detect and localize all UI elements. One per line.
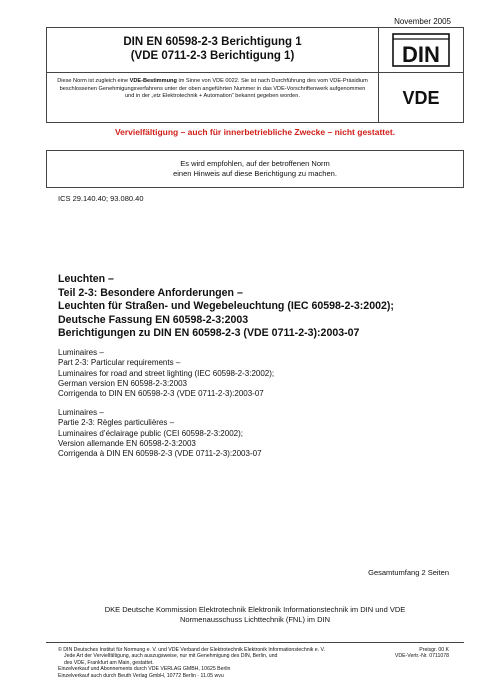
english-title <box>58 348 468 399</box>
vde-note-bold: VDE-Bestimmung <box>129 78 177 84</box>
copyright-line: Einzelverkauf auch durch Beuth Verlag GmbH, 10772 Berlin · 11.05 wvu <box>58 672 224 679</box>
german-title-line: Leuchten – <box>58 273 114 285</box>
price-group: Preisgr. 00 K <box>419 647 449 653</box>
french-title <box>58 408 468 459</box>
vde-note <box>47 73 379 122</box>
din-logo <box>379 28 463 73</box>
copy-warning: Vervielfältigung – auch für innerbetriebliche Zwecke – nicht gestattet. <box>114 127 396 137</box>
english-title-line: Corrigenda to DIN EN 60598-2-3 (VDE 0711-2-3):2003-07 <box>58 389 264 399</box>
committee-line-2: Normenausschuss Lichttechnik (FNL) im DIN <box>179 615 331 624</box>
vde-logo <box>379 73 463 122</box>
french-title-line: Luminaires – <box>58 408 104 417</box>
german-title-line: Teil 2-3: Besondere Anforderungen – <box>58 286 243 299</box>
hint-line-2: einen Hinweis auf diese Berichtigung zu machen. <box>173 169 337 178</box>
german-title <box>58 273 468 341</box>
hint-line-1: Es wird empfohlen, auf der betroffenen Norm <box>180 159 330 168</box>
copyright-line: Jede Art der Vervielfältigung, auch auszugsweise, nur mit Genehmigung des DIN, Berlin, und <box>64 653 278 660</box>
vde-note-text-2: im Sinne von VDE 0022. Sie ist nach Durchführung des vom VDE-Präsidium beschlossenen Genehmigungsverfahrens unter der oben angeführten Nummer in das VDE-Vorschriftenwerk aufgenommen und in der „etz Elektrotechnik + Automation“ bekannt gegeben worden. <box>59 78 368 100</box>
document-number <box>47 28 379 73</box>
footer-divider <box>46 642 464 643</box>
french-title-line: Corrigenda à DIN EN 60598-2-3 (VDE 0711-2-3):2003-07 <box>58 449 262 459</box>
french-title-line: Partie 2-3: Règles particulières – <box>58 418 175 428</box>
price-info <box>359 647 449 660</box>
din-logo-text: DIN <box>402 42 440 67</box>
issue-date: November 2005 <box>394 17 451 26</box>
french-title-line: Version allemande EN 60598-2-3:2003 <box>58 438 196 448</box>
vde-logo-text: VDE <box>402 88 440 107</box>
english-title-line: Luminaires for road and street lighting (IEC 60598-2-3:2002); <box>58 368 275 378</box>
hint-box <box>46 150 464 188</box>
header-table <box>46 27 464 123</box>
din-logo-icon <box>392 33 450 67</box>
copyright-line: © DIN Deutsches Institut für Normung e. V. und VDE Verband der Elektrotechnik Elektronik Informationstechnik e. V. <box>58 647 325 653</box>
french-title-line: Luminaires d’éclairage public (CEI 60598-2-3:2002); <box>58 428 243 438</box>
copyright-notice <box>58 647 388 679</box>
page-count: Gesamtumfang 2 Seiten <box>368 568 449 577</box>
vde-logo-icon <box>392 89 450 107</box>
copyright-line: des VDE, Frankfurt am Main, gestattet. <box>64 659 154 666</box>
vde-sales-number: VDE-Vertr.-Nr. 0711078 <box>394 653 449 660</box>
ics-codes: ICS 29.140.40; 93.080.40 <box>58 194 144 203</box>
english-title-line: German version EN 60598-2-3:2003 <box>58 378 187 388</box>
vde-note-text-1: Diese Norm ist zugleich eine <box>57 78 130 84</box>
english-title-line: Luminaires – <box>58 348 104 357</box>
committee-line-1: DKE Deutsche Kommission Elektrotechnik Elektronik Informationstechnik im DIN und VDE <box>104 605 406 614</box>
english-title-line: Part 2-3: Particular requirements – <box>58 358 181 368</box>
committee-info <box>46 605 464 625</box>
german-title-line: Berichtigungen zu DIN EN 60598-2-3 (VDE 0711-2-3):2003-07 <box>58 327 360 340</box>
document-number-line-1: DIN EN 60598-2-3 Berichtigung 1 <box>123 36 302 48</box>
document-number-line-2: (VDE 0711-2-3 Berichtigung 1) <box>130 50 295 62</box>
german-title-line: Leuchten für Straßen- und Wegebeleuchtung (IEC 60598-2-3:2002); <box>58 300 394 313</box>
copyright-line: Einzelverkauf und Abonnements durch VDE VERLAG GMBH, 10625 Berlin <box>58 666 231 673</box>
german-title-line: Deutsche Fassung EN 60598-2-3:2003 <box>58 313 249 326</box>
